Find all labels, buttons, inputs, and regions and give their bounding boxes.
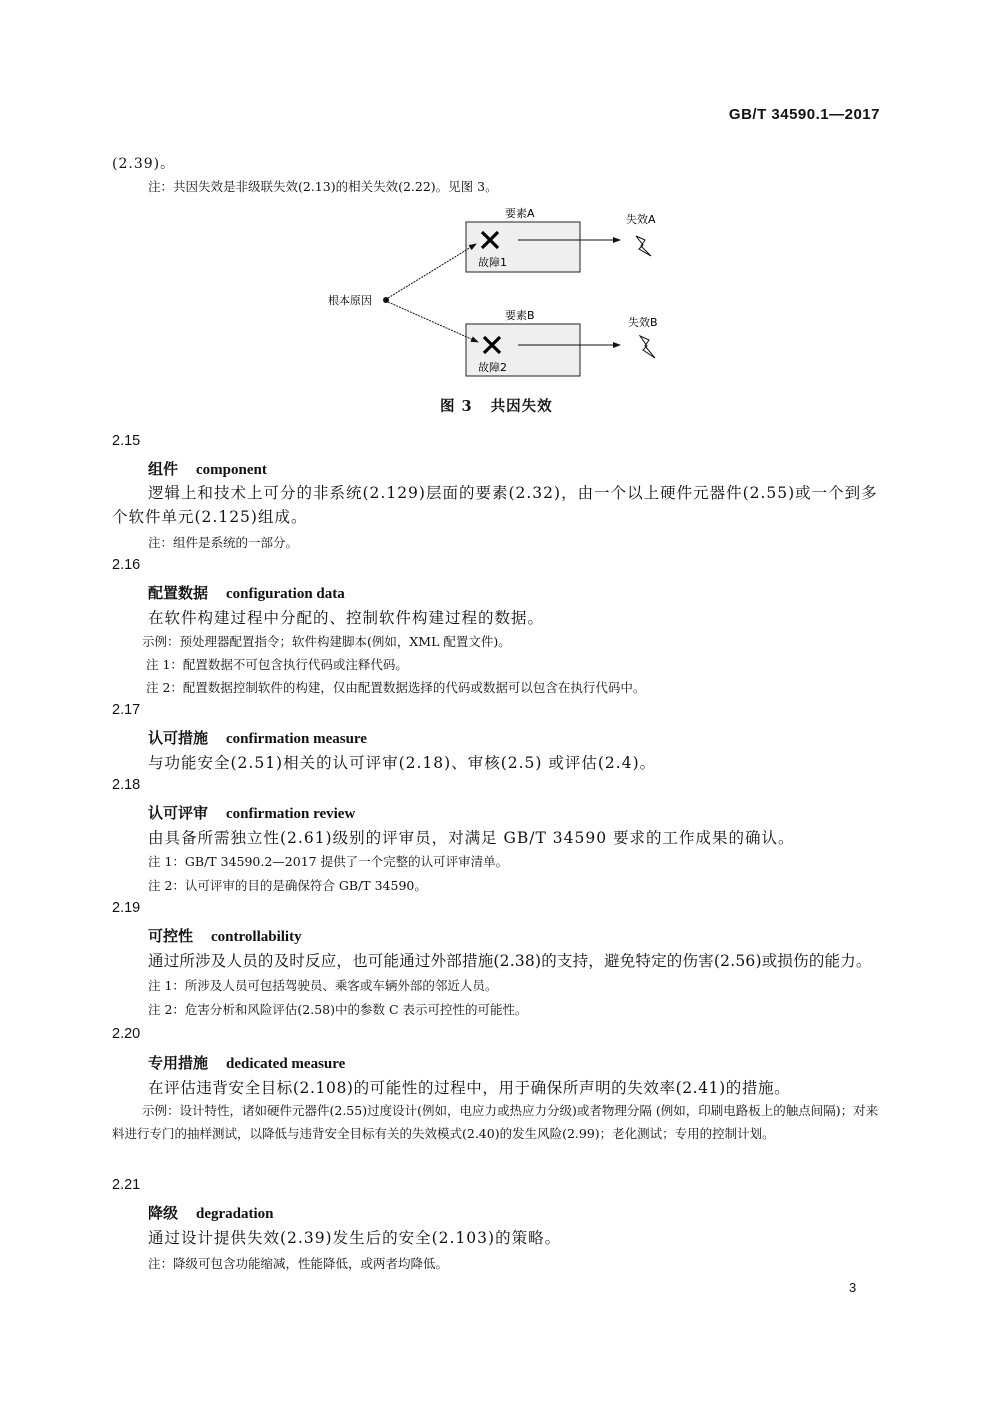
term-line [148, 727, 367, 748]
term-en: degradation [196, 1206, 274, 1222]
root-to-element-a-arrow [388, 244, 476, 298]
term-note: 注 1：所涉及人员可包括驾驶员、乘客或车辆外部的邻近人员。 [148, 978, 498, 993]
term-en: confirmation measure [226, 731, 367, 747]
figure-caption-number: 图 3 [440, 398, 473, 415]
term-note: 注 2：危害分析和风险评估(2.58)中的参数 C 表示可控性的可能性。 [148, 1002, 528, 1017]
entry-number: 2.19 [112, 900, 141, 916]
fault-2-label: 故障2 [478, 361, 507, 374]
term-cn: 认可措施 [148, 729, 209, 747]
figure-intro-note: 注：共因失效是非级联失效(2.13)的相关失效(2.22)。见图 3。 [148, 179, 498, 194]
entry-number: 2.21 [112, 1177, 141, 1193]
term-line [148, 1052, 345, 1073]
figure-caption [440, 395, 553, 416]
term-definition: 由具备所需独立性(2.61)级别的评审员，对满足 GB/T 34590 要求的工作成果的确认。 [148, 829, 795, 847]
common-cause-failure-diagram [300, 200, 700, 390]
term-cn: 组件 [148, 460, 179, 478]
entry-number: 2.16 [112, 557, 141, 573]
failure-a-label: 失效A [626, 213, 656, 226]
term-line [148, 925, 302, 946]
term-en: dedicated measure [226, 1056, 346, 1072]
term-definition: 通过设计提供失效(2.39)发生后的安全(2.103)的策略。 [148, 1229, 562, 1247]
element-a-label: 要素A [505, 207, 535, 220]
term-line [148, 1202, 274, 1223]
continuation-text: (2.39)。 [112, 156, 176, 172]
term-definition: 与功能安全(2.51)相关的认可评审(2.18)、审核(2.5) 或评估(2.4)。 [148, 754, 657, 772]
entry-number: 2.15 [112, 433, 141, 449]
term-en: controllability [211, 929, 302, 945]
term-definition: 通过所涉及人员的及时反应，也可能通过外部措施(2.38)的支持，避免特定的伤害(2.56)或损伤的能力。 [148, 952, 872, 970]
term-en: configuration data [226, 586, 345, 602]
term-note: 注 1：GB/T 34590.2—2017 提供了一个完整的认可评审清单。 [148, 854, 509, 869]
term-definition: 逻辑上和技术上可分的非系统(2.129)层面的要素(2.32)，由一个以上硬件元器件(2.55)或一个到多个软件单元(2.125)组成。 [112, 484, 878, 526]
term-definition: 在软件构建过程中分配的、控制软件构建过程的数据。 [148, 609, 545, 627]
term-note: 注：降级可包含功能缩减，性能降低，或两者均降低。 [148, 1256, 449, 1271]
term-example: 示例：预处理器配置指令；软件构建脚本(例如，XML 配置文件)。 [142, 634, 511, 649]
term-line [148, 582, 345, 603]
term-note: 注：组件是系统的一部分。 [148, 535, 299, 550]
term-note: 注 2：配置数据控制软件的构建，仅由配置数据选择的代码或数据可以包含在执行代码中。 [146, 680, 646, 695]
term-cn: 降级 [148, 1204, 179, 1222]
entry-number: 2.20 [112, 1026, 141, 1042]
term-cn: 配置数据 [148, 584, 209, 602]
standard-number: GB/T 34590.1—2017 [728, 106, 880, 123]
term-cn: 专用措施 [148, 1054, 209, 1072]
term-line [148, 458, 267, 479]
failure-b-label: 失效B [628, 316, 658, 329]
root-cause-label: 根本原因 [328, 294, 372, 307]
element-b-label: 要素B [505, 309, 535, 322]
term-definition: 在评估违背安全目标(2.108)的可能性的过程中，用于确保所声明的失效率(2.41)的措施。 [148, 1079, 791, 1097]
entry-number: 2.18 [112, 777, 141, 793]
figure-caption-title: 共因失效 [490, 398, 553, 415]
entry-number: 2.17 [112, 702, 141, 718]
fault-1-label: 故障1 [478, 256, 507, 269]
term-note: 注 2：认可评审的目的是确保符合 GB/T 34590。 [148, 878, 427, 893]
failure-b-lightning-icon [640, 336, 655, 358]
term-cn: 认可评审 [148, 804, 209, 822]
term-en: component [196, 462, 267, 478]
term-note: 注 1：配置数据不可包含执行代码或注释代码。 [146, 657, 408, 672]
term-line [148, 802, 355, 823]
term-en: confirmation review [226, 806, 356, 822]
page-number: 3 [849, 1280, 857, 1295]
term-example: 示例：设计特性，诸如硬件元器件(2.55)过度设计(例如，电应力或热应力分级)或者物理分隔 (例如，印刷电路板上的触点间隔)；对来料进行专门的抽样测试，以降低与违背安全目标有关的失效模式(2.40)的发生风险(2.99)；老化测试；专用的控制计划。 [112, 1103, 879, 1141]
root-to-element-b-arrow [388, 302, 478, 342]
failure-a-lightning-icon [636, 236, 651, 256]
term-cn: 可控性 [148, 927, 194, 945]
